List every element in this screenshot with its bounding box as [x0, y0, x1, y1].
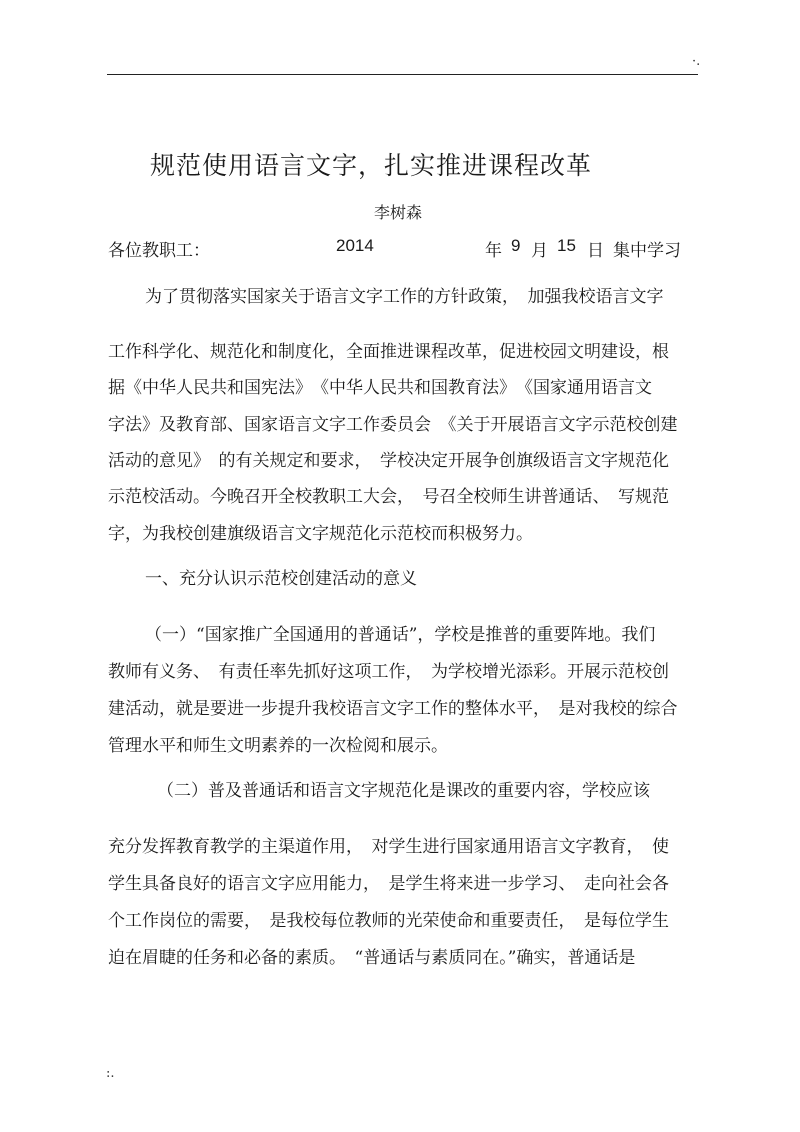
paragraph-line: 个工作岗位的需要， 是我校每位教师的光荣使命和重要责任， 是每位学生 — [108, 911, 669, 931]
date-day-suffix: 日 — [587, 241, 604, 261]
date-month-suffix: 月 — [531, 241, 548, 261]
event-label: 集中学习 — [613, 241, 681, 261]
paragraph-line: 活动的意见》 的有关规定和要求， 学校决定开展争创旗级语言文字规范化 — [108, 451, 669, 471]
paragraph-line: 教师有义务、 有责任率先抓好这项工作， 为学校增光添彩。开展示范校创 — [108, 662, 669, 682]
footer-corner-mark: :. — [106, 1066, 115, 1081]
date-year: 2014 — [336, 236, 374, 255]
paragraph-line: 建活动，就是要进一步提升我校语言文字工作的整体水平， 是对我校的综合 — [108, 699, 678, 719]
document-title: 规范使用语言文字，扎实推进课程改革 — [150, 151, 593, 180]
header-rule — [107, 74, 698, 75]
salutation: 各位教职工： — [108, 241, 210, 261]
paragraph-line: （一）“国家推广全国通用的普通话”，学校是推普的重要阵地。我们 — [145, 625, 656, 645]
paragraph-line: 据《中华人民共和国宪法》 《中华人民共和国教育法》 《国家通用语言文 — [108, 378, 652, 398]
paragraph-line: 充分发挥教育教学的主渠道作用， 对学生进行国家通用语言文字教育， 使 — [108, 837, 669, 857]
paragraph-line: 管理水平和师生文明素养的一次检阅和展示。 — [108, 736, 448, 756]
paragraph-line: 示范校活动。今晚召开全校教职工大会， 号召全校师生讲普通话、 写规范 — [108, 487, 669, 507]
header-corner-mark: ·. — [692, 54, 701, 69]
date-day: 15 — [557, 236, 576, 255]
paragraph-line: 迫在眉睫的任务和必备的素质。 “普通话与素质同在。”确实，普通话是 — [108, 948, 636, 968]
paragraph-line: （二）普及普通话和语言文字规范化是课改的重要内容，学校应该 — [157, 781, 650, 801]
paragraph-line: 字，为我校创建旗级语言文字规范化示范校而积极努力。 — [108, 524, 533, 544]
author-name: 李树森 — [374, 203, 423, 222]
date-year-suffix: 年 — [485, 241, 502, 261]
paragraph-line: 工作科学化、规范化和制度化，全面推进课程改革，促进校园文明建设，根 — [108, 342, 669, 362]
paragraph-line: 学生具备良好的语言文字应用能力， 是学生将来进一步学习、 走向社会各 — [108, 874, 669, 894]
section-heading: 一、充分认识示范校创建活动的意义 — [145, 569, 417, 589]
paragraph-line: 字法》及教育部、国家语言文字工作委员会 《关于开展语言文字示范校创建 — [108, 415, 678, 435]
date-month: 9 — [511, 236, 521, 255]
paragraph-line: 为了贯彻落实国家关于语言文字工作的方针政策， 加强我校语言文字 — [145, 287, 664, 307]
